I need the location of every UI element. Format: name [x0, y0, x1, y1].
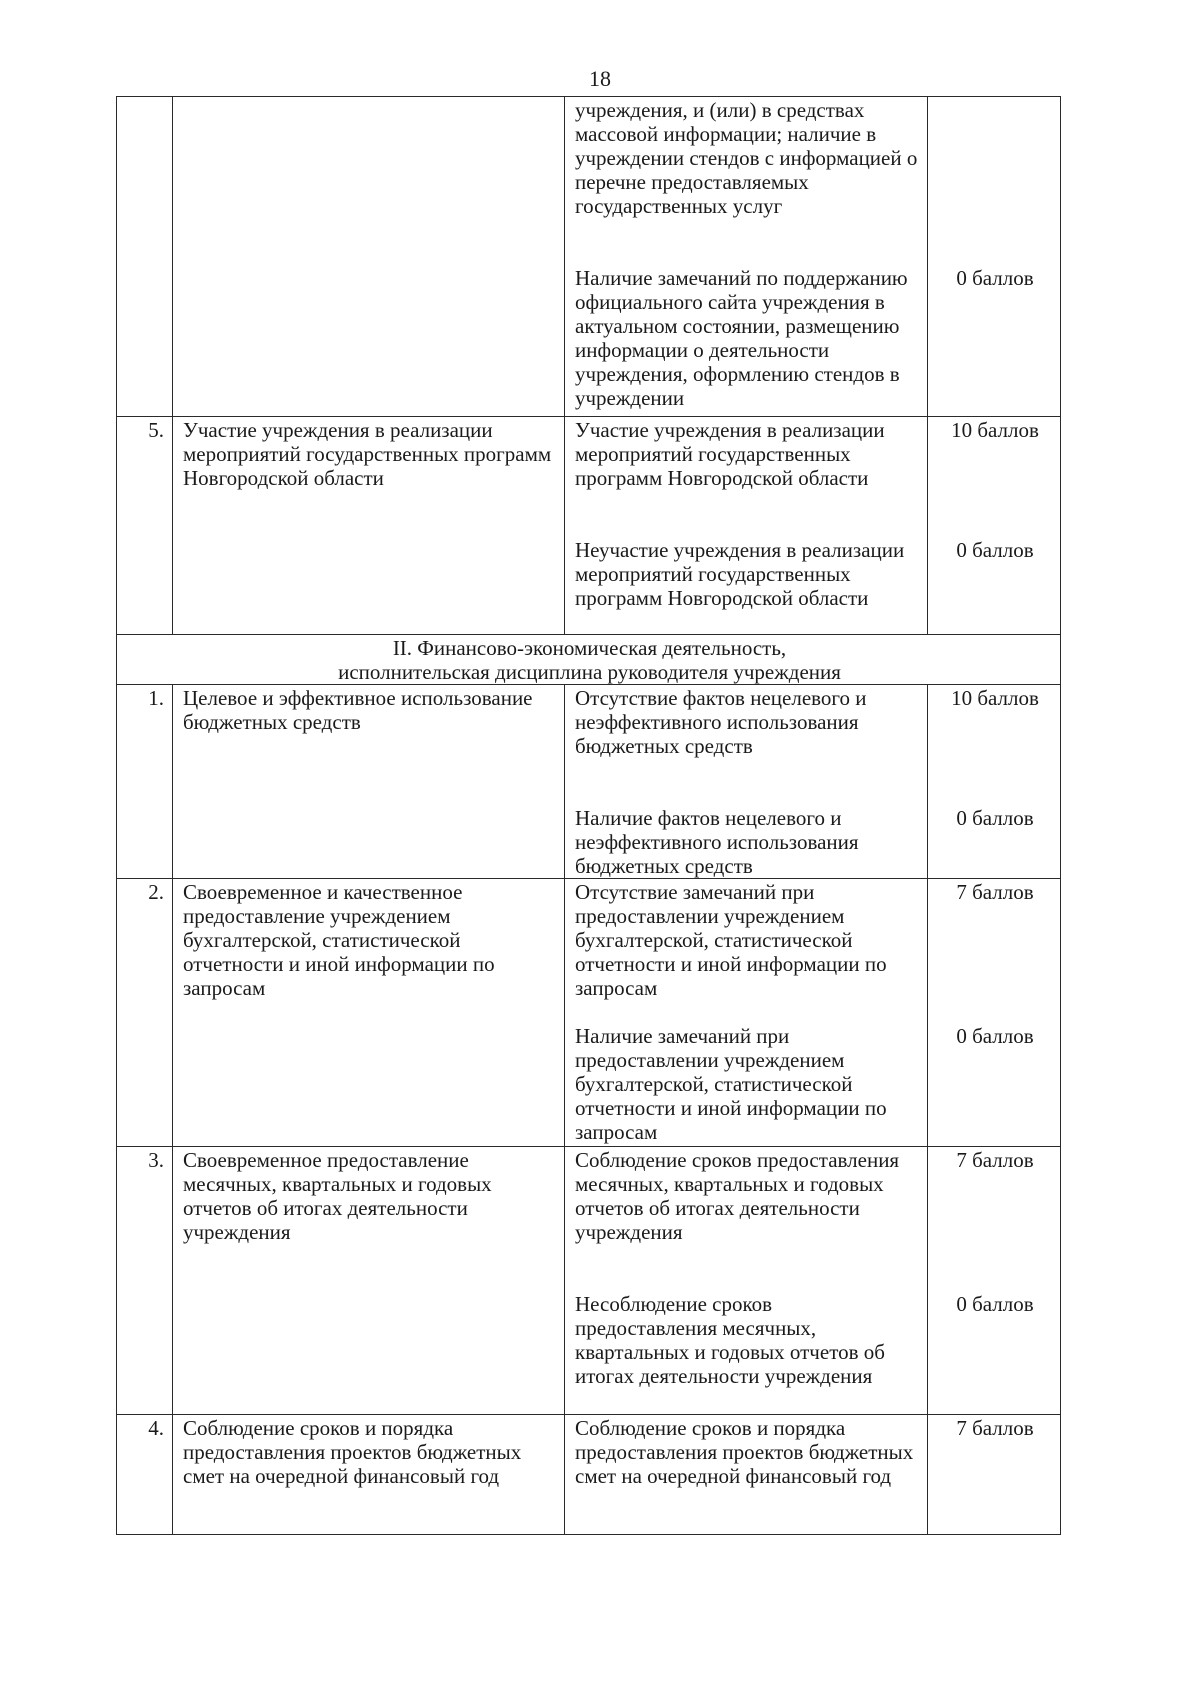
condition-text: Наличие фактов нецелевого и неэффективного использования бюджетных средств [575, 806, 859, 878]
section-title-line: II. Финансово-экономическая деятельность, [392, 636, 787, 660]
criterion-scores [928, 97, 1061, 417]
section-title-line: исполнительская дисциплина руководителя учреждения [338, 660, 841, 684]
condition-text: Несоблюдение сроков предоставления месячных, квартальных и годовых отчетов об итогах деятельности учреждения [575, 1292, 885, 1388]
criteria-table [116, 96, 1061, 1535]
condition-text: Наличие замечаний при предоставлении учреждением бухгалтерской, статистической отчетности и иной информации по запросам [575, 1024, 887, 1144]
score-value: 0 баллов [956, 1292, 1034, 1316]
condition-text: Наличие замечаний по поддержанию официального сайта учреждения в актуальном состоянии, размещению информации о деятельности учреждения, оформлению стендов в учреждении [575, 266, 908, 410]
condition-text: Неучастие учреждения в реализации мероприятий государственных программ Новгородской области [575, 538, 905, 610]
condition-text: Соблюдение сроков предоставления месячных, квартальных и годовых отчетов об итогах деятельности учреждения [575, 1148, 900, 1244]
score-value: 10 баллов [951, 418, 1039, 442]
section-header-row [117, 635, 1061, 685]
condition-text: Соблюдение сроков и порядка предоставления проектов бюджетных смет на очередной финансовый год [575, 1416, 914, 1488]
row-number: 2. [117, 879, 173, 1147]
criterion-scores [928, 685, 1061, 879]
criterion-scores [928, 1147, 1061, 1415]
condition-text: Участие учреждения в реализации мероприятий государственных программ Новгородской области [575, 418, 885, 490]
score-value: 0 баллов [956, 538, 1034, 562]
row-number: 5. [117, 417, 173, 635]
criterion-conditions [565, 685, 928, 879]
table-row [117, 1415, 1061, 1535]
score-value: 0 баллов [956, 266, 1034, 290]
criterion-name: Участие учреждения в реализации мероприятий государственных программ Новгородской области [173, 417, 565, 635]
criterion-conditions [565, 1147, 928, 1415]
criterion-scores [928, 417, 1061, 635]
condition-text: Отсутствие замечаний при предоставлении учреждением бухгалтерской, статистической отчетности и иной информации по запросам [575, 880, 887, 1000]
table-row [117, 417, 1061, 635]
criterion-conditions [565, 417, 928, 635]
criterion-name: Своевременное предоставление месячных, квартальных и годовых отчетов об итогах деятельности учреждения [173, 1147, 565, 1415]
criterion-name [173, 97, 565, 417]
table-row [117, 1147, 1061, 1415]
table-row [117, 685, 1061, 879]
score-value [938, 98, 1052, 266]
criterion-conditions [565, 879, 928, 1147]
row-number [117, 97, 173, 417]
score-value: 7 баллов [956, 1148, 1034, 1172]
table-row [117, 97, 1061, 417]
score-value: 0 баллов [956, 806, 1034, 830]
criterion-scores [928, 879, 1061, 1147]
row-number: 1. [117, 685, 173, 879]
condition-text: учреждения, и (или) в средствах массовой информации; наличие в учреждении стендов с информацией о перечне предоставляемых государственных услуг [575, 98, 918, 218]
score-value: 0 баллов [956, 1024, 1034, 1048]
table-row [117, 879, 1061, 1147]
score-value: 7 баллов [956, 1416, 1034, 1440]
criterion-name: Целевое и эффективное использование бюджетных средств [173, 685, 565, 879]
score-value: 7 баллов [956, 880, 1034, 904]
criterion-name: Соблюдение сроков и порядка предоставления проектов бюджетных смет на очередной финансовый год [173, 1415, 565, 1535]
criterion-conditions [565, 97, 928, 417]
score-value: 10 баллов [951, 686, 1039, 710]
condition-text: Отсутствие фактов нецелевого и неэффективного использования бюджетных средств [575, 686, 867, 758]
criterion-name: Своевременное и качественное предоставление учреждением бухгалтерской, статистической отчетности и иной информации по запросам [173, 879, 565, 1147]
section-title [117, 635, 1061, 685]
criterion-scores [928, 1415, 1061, 1535]
page-number: 18 [589, 66, 611, 91]
criterion-conditions [565, 1415, 928, 1535]
row-number: 3. [117, 1147, 173, 1415]
row-number: 4. [117, 1415, 173, 1535]
